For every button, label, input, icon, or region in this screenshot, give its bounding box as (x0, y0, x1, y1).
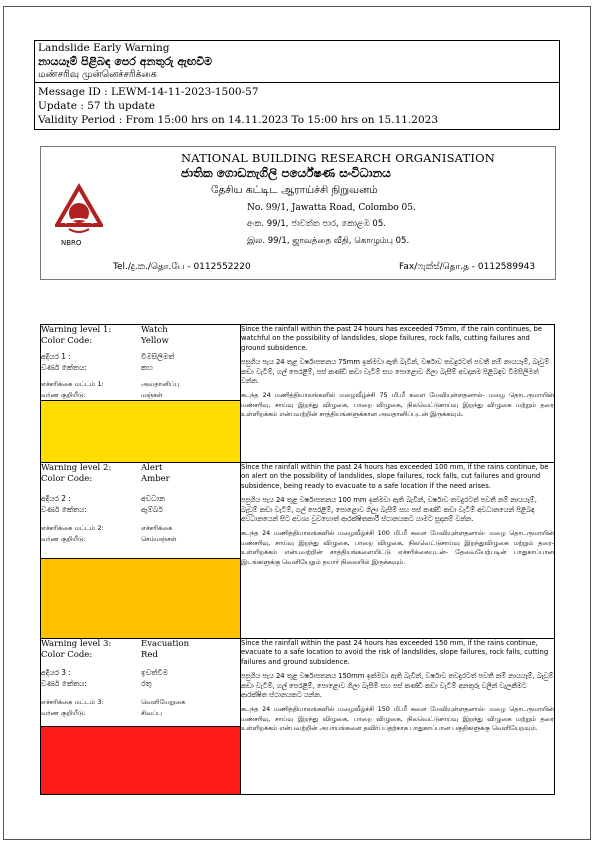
level-key: Warning level 1: (41, 325, 112, 335)
warning-levels-table (40, 324, 555, 795)
level-key-ta: எச்சரிக்கை மட்டம் 3: (41, 698, 104, 706)
color-value: Yellow (141, 335, 169, 346)
fax: Fax/ෆැක්ස්/தொ.த - 0112589943 (399, 262, 536, 272)
level-3-label (41, 639, 241, 727)
level-2-description (241, 463, 555, 639)
desc-si: පසුගිය පැය 24 තුළ වර්ෂාපතනය 150mm ඉක්මවා ඇති බැවින්, වර්ෂාව තවදුරටත් පවතී නම් නායයෑම්, බෑවුම් කඩා වැටීම්, ගල් පෙරළීම්, පොළොව ගිලා බැසීම් සහ පස් කණ්ඩි කඩා වැටීම් අනතුරු වලින් වැලකීමට ආරක්ෂිත ස්ථානයකට යන්න. (241, 672, 554, 700)
level-value: Evacuation (141, 639, 190, 649)
nbro-logo (55, 183, 103, 247)
level-2-label (41, 463, 241, 559)
color-key-ta: வர்ண குறியீடு: (41, 390, 86, 399)
color-value: Amber (141, 473, 170, 484)
warning-title-block (35, 41, 559, 83)
title-ta: மண்சரிவு முன்னெச்சரிக்கை (38, 69, 157, 80)
org-name-en: NATIONAL BUILDING RESEARCH ORGANISATION (181, 151, 496, 165)
level-value-ta: அவதானிப்பு (141, 380, 180, 388)
desc-ta: கடந்த 24 மணித்தியாலங்களில் மழைவீழ்ச்சி 75 மி.மீ களை மேவியுள்ளதனால்- மழை தொடருமாயின் மண்சரிவு, சாய்வு இறந்து விழுகை, பாறை விழுகை, நிலவெட்டுசாய்வு இறந்து விழுகை மற்றும் தரை உள்ளிறக்கம் என்பவற்றின் சாத்தியங்களுக்கான அவதானிப்புடன் இருக்கவும். (241, 391, 554, 419)
telephone: Tel./දු.ක./தொ.பே - 0112552220 (113, 262, 251, 272)
desc-en: Since the rainfall within the past 24 hours has exceeded 150 mm, if the rains continue, evacuate to a safe location to avoid the risk of landslides, slope failures, rock falls, cutting failures and ground subsidence. (241, 639, 549, 666)
desc-en: Since the rainfall within the past 24 hours has exceeded 75mm, if the rain continues, be watchful on the possibility of landslides, slope failures, rock falls, cutting failures and ground subsidence. (241, 325, 542, 352)
message-meta (35, 83, 559, 129)
level-key-si: අදියර 2 : (41, 494, 71, 503)
desc-si: පසුගිය පැය 24 තුළ වර්ෂාපතනය 100 mm ඉක්මවා ඇති බැවින්, වර්ෂාව තවදුරටත් පවතී නම් නායයෑම්, බෑවුම් කඩා වැටීම්, ගල් පෙරළීම්, පොළොව ගිලා බැසීම් සහ පස් කණ්ඩි කඩා වැටීම් අවධානයෙන් පිළිබඳ අවධානයෙන් සිට අවශ්‍ය වුවහොත් ආරක්ෂිතකාරී ස්ථානයකට යාමට සූදානම් වන්න. (241, 496, 537, 524)
logo-label: NBRO (61, 239, 82, 247)
level-3-row (41, 639, 555, 727)
validity-period: Validity Period : From 15:00 hrs on 14.11.2023 To 15:00 hrs on 15.11.2023 (38, 114, 438, 126)
org-letterhead (40, 146, 556, 280)
level-value: Alert (141, 463, 163, 473)
desc-si: පසුගිය පැය 24 තුළ වර්ෂාපතනය 75mm ඉක්මවා ඇති බැවින්, වර්ෂාව තවදුරටත් පවතී නම් නායයෑම්, බෑවුම් කඩා වැටීම්, ගල් පෙරළීම්, පස් කණ්ඩි කඩා වැටීම් සහ පොළොව ගිලා බැසීම් අවදානම පිළිබඳව විමසිලිමත් වන්න. (241, 358, 550, 386)
level-1-swatch (41, 401, 241, 463)
level-key-si: අදියර 3 : (41, 668, 71, 677)
title-si: නායයෑම් පිළිබඳ පෙර අනතුරු ඇඟවීම (38, 55, 213, 68)
level-1-row (41, 325, 555, 401)
desc-en: Since the rainfall within the past 24 hours has exceeded 100 mm, if the rains continue, be on alert on the possibility of landslides, slope failures, rock falls, cut failures and ground subsidence, being ready to evacuate to a safe location if the need arises. (241, 463, 549, 490)
color-key-si: වර්ණ කේතය: (41, 504, 87, 514)
level-1-description (241, 325, 555, 463)
color-key-ta: வர்ண குறியீடு: (41, 534, 86, 543)
color-value-ta: செம்மஞ்சள் (141, 534, 177, 543)
level-3-swatch (41, 727, 241, 795)
desc-ta: கடந்த 24 மணித்தியாலங்களில் மழைவீழ்ச்சி 100 மி.மீ களை மேவியுள்ளதனால்- மழை தொடருமாயின் மண்சரிவு, சாய்வு இறந்து விழுகை, பாறை விழுகை, நிலவெட்டுசாய்வு இறந்துவிழுகை மற்றும் தரை-உள்ளிறக்கம் என்பவற்றின் சாத்தியங்களையிட்டு எச்சரிக்கையுடன்- தேவையேற்படின் பாதுகாப்பான இடங்களுக்கு வெளியேறும் தயார் நிலையில் இருக்கவும். (241, 529, 554, 566)
color-value-si: රතු (141, 678, 152, 688)
color-key-ta: வர்ண குறியீடு: (41, 708, 86, 717)
level-key-si: අදියර 1 : (41, 352, 71, 361)
address-ta: இல. 99/1, ஜாவத்தை வீதி, கொழும்பு 05. (247, 236, 410, 246)
warning-header (34, 40, 560, 130)
update-number: Update : 57 th update (38, 100, 156, 112)
level-2-row (41, 463, 555, 559)
level-value-si: ඉවත්වීම (141, 668, 168, 677)
level-key-ta: எச்சரிக்கை மட்டம் 2: (41, 524, 104, 532)
level-1-label (41, 325, 241, 401)
level-value-ta: வெளியேறுகை (141, 698, 186, 706)
color-key-si: වර්ණ කේතය: (41, 362, 87, 372)
color-value-si: කහ (141, 362, 153, 372)
level-value: Watch (141, 325, 168, 335)
address-si: අංක. 99/1, ජාවත්ත පාර, කොළඹ 05. (247, 219, 386, 229)
color-key: Color Code: (41, 335, 93, 346)
level-3-description (241, 639, 555, 795)
org-name-ta: தேசிய கட்டிட ஆராய்ச்சி நிறுவனம் (211, 184, 378, 196)
level-2-swatch (41, 559, 241, 639)
level-key: Warning level 3: (41, 639, 112, 649)
color-value: Red (141, 649, 158, 660)
level-value-si: අවධාන (141, 494, 166, 503)
color-key: Color Code: (41, 473, 93, 484)
level-key: Warning level 2: (41, 463, 112, 473)
title-en: Landslide Early Warning (38, 42, 170, 54)
level-value-si: විමසිලිමත් (141, 352, 175, 361)
color-key: Color Code: (41, 649, 93, 660)
level-value-ta: எச்சரிக்கை (141, 524, 173, 532)
org-name-si: ජාතික ගොඩනැගිලි පර්යේෂණ සංවිධානය (181, 166, 391, 180)
color-value-ta: சிவப்பு (141, 708, 162, 717)
address-en: No. 99/1, Jawatta Road, Colombo 05. (247, 203, 416, 213)
desc-ta: கடந்த 24 மணித்தியாலங்களில் மழைவீழ்ச்சி 150 மி.மீ களை மேவியுள்ளதனால்- மழை தொடருமாயின் மண்சரிவு, சாய்வு இறந்து விழுகை, பாறை விழுகை, நிலவெட்டுசாய்வு இறந்து விழுகை மற்றும் தரை உள்ளிறக்கம் என்பவற்றின் அபாயங்களை தவிர்ப்பதற்காக பாதுகாப்பான பகுதிகளுக்கு வெளியேறவும். (241, 705, 554, 733)
level-key-ta: எச்சரிக்கை மட்டம் 1: (41, 380, 104, 388)
message-id: Message ID : LEWM-14-11-2023-1500-57 (38, 86, 259, 98)
color-key-si: වර්ණ කේතය: (41, 678, 87, 688)
color-value-ta: மஞ்சள் (141, 390, 163, 399)
color-value-si: ඇම්බර් (141, 504, 163, 514)
